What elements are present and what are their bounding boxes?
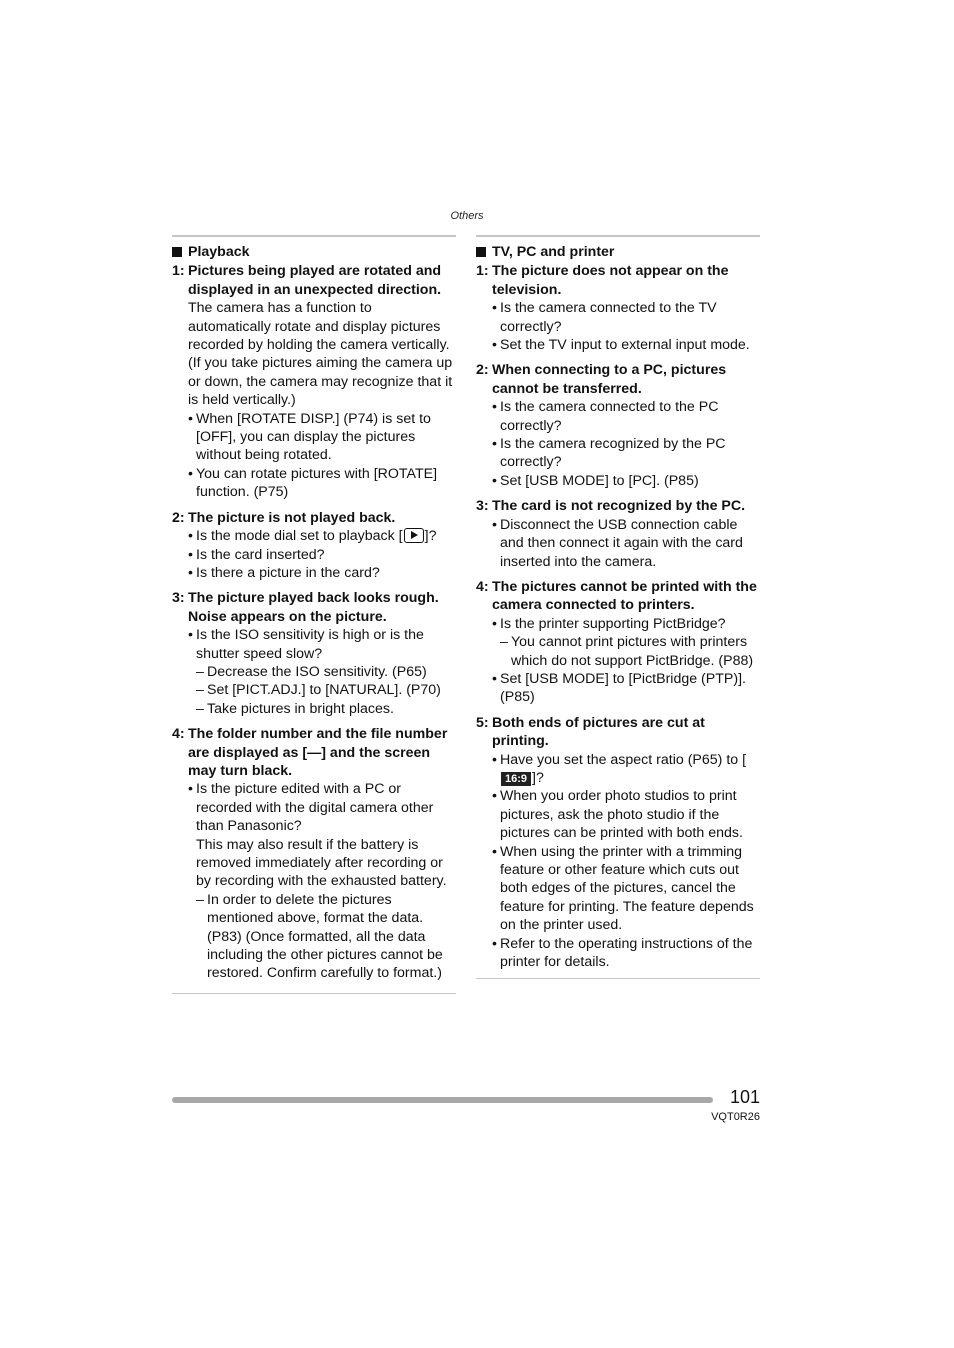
faq-question: [476, 497, 760, 515]
faq-question: [172, 725, 456, 780]
bullet-item: • Is the camera recognized by the PC correctly?: [492, 436, 726, 471]
faq-answer: [492, 751, 760, 972]
bullet-item: • Is the camera connected to the TV correctly?: [492, 300, 717, 335]
section-title-tv-pc-printer: [476, 243, 760, 261]
question-number: 2:: [172, 509, 185, 526]
bullet-item: • Disconnect the USB connection cable and then connect it again with the card inserted into the camera.: [492, 516, 743, 570]
faq-answer: [188, 780, 456, 982]
faq-item: [476, 497, 760, 571]
dash-item: – Take pictures in bright places.: [196, 700, 394, 717]
faq-question: [172, 589, 456, 626]
faq-item: [172, 589, 456, 718]
faq-answer: [492, 398, 760, 490]
bullet-item: • Is the camera connected to the PC correctly?: [492, 399, 719, 434]
section-title-text: TV, PC and printer: [492, 244, 615, 260]
footer-bar: [172, 1097, 713, 1103]
bullet-item: • Is the picture edited with a PC or recorded with the digital camera other than Panasonic?: [188, 781, 434, 835]
bullet-item: • Set the TV input to external input mode.: [492, 337, 750, 354]
bullet-note: This may also result if the battery is removed immediately after recording or by recording with the exhausted battery.: [196, 836, 447, 890]
bullet-item: • Is the printer supporting PictBridge?: [492, 615, 726, 632]
question-text: Both ends of pictures are cut at printing.: [492, 714, 705, 750]
answer-paragraph: (If you take pictures aiming the camera up or down, the camera may recognize that it is held vertically.): [188, 355, 453, 409]
faq-item: [172, 509, 456, 583]
faq-item: [172, 262, 456, 501]
page-number: 101: [729, 1087, 760, 1107]
bullet-item: • When using the printer with a trimming feature or other feature which cuts out both edges of the pictures, cancel the feature for printing. The feature depends on the printer used.: [492, 843, 754, 934]
faq-question: [476, 361, 760, 398]
faq-question: [476, 262, 760, 299]
dash-item: – Set [PICT.ADJ.] to [NATURAL]. (P70): [196, 682, 441, 699]
question-text: The picture played back looks rough. Noise appears on the picture.: [188, 590, 439, 625]
question-text: The card is not recognized by the PC.: [492, 498, 746, 515]
bullet-item: • Set [USB MODE] to [PC]. (P85): [492, 472, 699, 489]
question-number: 3:: [476, 498, 489, 515]
faq-answer: [492, 299, 760, 354]
bullet-item: • Is the card inserted?: [188, 546, 325, 563]
question-text: The pictures cannot be printed with the camera connected to printers.: [492, 578, 757, 614]
bullet-item: • Set [USB MODE] to [PictBridge (PTP)]. (P85): [492, 670, 746, 706]
bullet-item: • Refer to the operating instructions of the printer for details.: [492, 935, 753, 971]
faq-question: [476, 578, 760, 615]
question-number: 1:: [172, 263, 185, 280]
question-text: The picture does not appear on the television.: [492, 263, 729, 298]
faq-answer: [188, 626, 456, 718]
document-code: VQT0R26: [711, 1111, 760, 1123]
right-column: [476, 235, 760, 979]
section-title-text: Playback: [188, 244, 250, 260]
faq-item: [476, 361, 760, 490]
dash-item: – You cannot print pictures with printers which do not support PictBridge. (P88): [500, 634, 754, 669]
question-number: 5:: [476, 714, 489, 731]
question-number: 4:: [476, 578, 489, 595]
faq-item: [476, 578, 760, 707]
question-text: Pictures being played are rotated and displayed in an unexpected direction.: [188, 263, 442, 298]
question-number: 2:: [476, 362, 489, 379]
faq-question: [476, 714, 760, 751]
faq-question: [172, 509, 456, 527]
section-header: Others: [450, 210, 484, 222]
faq-item: [172, 725, 456, 983]
section-title-playback: [172, 243, 456, 261]
faq-answer: [492, 516, 760, 571]
bullet-item: • Have you set the aspect ratio (P65) to [16:9 ]?: [492, 751, 747, 786]
question-text: When connecting to a PC, pictures cannot be transferred.: [492, 362, 727, 397]
dash-item: – Decrease the ISO sensitivity. (P65): [196, 663, 427, 680]
dash-item: – In order to delete the pictures mentioned above, format the data. (P83) (Once formatted, all the data including the other pictures cannot be restored. Confirm carefully to format.): [196, 891, 443, 982]
faq-answer: [188, 299, 456, 501]
question-text: The picture is not played back.: [188, 509, 396, 526]
bullet-item: • Is the ISO sensitivity is high or is the shutter speed slow?: [188, 627, 424, 662]
faq-answer: [188, 527, 456, 582]
column-bottom-rule: [476, 971, 760, 979]
bullet-item: • When you order photo studios to print pictures, ask the photo studio if the pictures can be printed with both ends.: [492, 788, 743, 842]
question-number: 3:: [172, 590, 185, 607]
faq-question: [172, 262, 456, 299]
left-column: [172, 235, 456, 994]
playback-mode-icon: [404, 528, 424, 543]
bullet-item: • Is the mode dial set to playback [ ]?: [188, 528, 437, 545]
faq-answer: [492, 615, 760, 707]
answer-paragraph: The camera has a function to automatically rotate and display pictures recorded by holding the camera vertically.: [188, 300, 450, 354]
question-number: 1:: [476, 263, 489, 280]
bullet-item: • When [ROTATE DISP.] (P74) is set to [OFF], you can display the pictures without being rotated.: [188, 410, 431, 464]
aspect-ratio-16-9-icon: 16:9: [501, 772, 531, 786]
question-text: The folder number and the file number are displayed as [—] and the screen may turn black.: [188, 726, 448, 779]
column-bottom-rule: [172, 983, 456, 994]
faq-item: [476, 714, 760, 972]
square-bullet-icon: [172, 247, 182, 257]
faq-item: [476, 262, 760, 354]
bullet-item: • You can rotate pictures with [ROTATE] function. (P75): [188, 465, 438, 501]
question-number: 4:: [172, 726, 185, 743]
square-bullet-icon: [476, 247, 486, 257]
bullet-item: • Is there a picture in the card?: [188, 564, 380, 581]
